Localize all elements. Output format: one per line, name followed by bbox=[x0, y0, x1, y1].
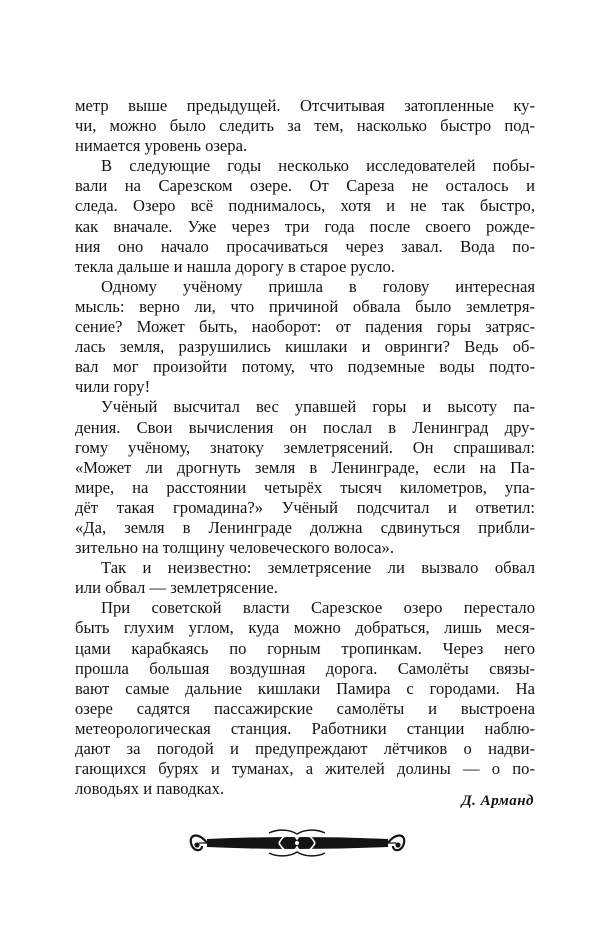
paragraph bbox=[75, 598, 535, 799]
text-line: метр выше предыдущей. Отсчитывая затопленные ку- bbox=[75, 96, 535, 115]
text-line: или обвал — землетрясение. bbox=[75, 578, 278, 598]
text-line: текла дальше и нашла дорогу в старое русло. bbox=[75, 256, 395, 276]
paragraph bbox=[75, 156, 535, 277]
text-line: дёт такая громадина?» Учёный подсчитал и ответил: bbox=[75, 497, 535, 517]
text-line: гому учёному, знатоку землетрясений. Он спрашивал: bbox=[75, 437, 535, 457]
text-line: вали на Сарезском озере. От Сареза не осталось и bbox=[75, 176, 535, 196]
text-line: «Может ли дрогнуть земля в Ленинграде, если на Па- bbox=[75, 457, 535, 477]
text-line: сение? Может быть, наоборот: от падения горы затряс- bbox=[75, 317, 535, 337]
paragraph bbox=[75, 397, 535, 558]
text-line: чи, можно было следить за тем, насколько быстро под- bbox=[75, 116, 535, 136]
text-line: дают за погодой и предупреждают лётчиков о надви- bbox=[75, 739, 535, 758]
text-line: ловодьях и паводках. bbox=[75, 779, 225, 799]
text-line: вал мог произойти потому, что подземные воды подто- bbox=[75, 357, 535, 377]
text-line: «Да, земля в Ленинграде должна сдвинуться прибли- bbox=[75, 517, 535, 537]
text-line: прошла большая воздушная дорога. Самолёты связы- bbox=[75, 658, 535, 678]
text-line: как вначале. Уже через три года после своего рожде- bbox=[75, 216, 535, 236]
text-line: мире, на расстоянии четырёх тысяч километров, упа- bbox=[75, 477, 535, 497]
text-line: зительно на толщину человеческого волоса». bbox=[75, 538, 394, 558]
text-line: лась земля, разрушились кишлаки и овринги? Ведь об- bbox=[75, 337, 535, 357]
text-line: При советской власти Сарезское озеро перестало bbox=[101, 598, 535, 618]
text-line: дения. Свои вычисления он послал в Ленинград дру- bbox=[75, 417, 535, 437]
text-line: быть глухим углом, куда можно добраться, лишь меся- bbox=[75, 618, 535, 638]
text-line: Так и неизвестно: землетрясение ли вызвало обвал bbox=[101, 558, 535, 578]
text-line: Учёный высчитал вес упавшей горы и высоту па- bbox=[101, 397, 535, 417]
text-line: метеорологическая станция. Работники станции наблю- bbox=[75, 718, 535, 738]
text-line: чили гору! bbox=[75, 377, 151, 397]
text-line: мысль: верно ли, что причиной обвала было землетря- bbox=[75, 296, 535, 316]
text-line: ния оно начало просачиваться через завал. Вода по- bbox=[75, 236, 535, 256]
paragraph bbox=[75, 277, 535, 398]
text-line: нимается уровень озера. bbox=[75, 136, 248, 156]
decorative-scroll-divider-icon bbox=[185, 826, 410, 860]
text-line: гающихся бурях и туманах, а жителей долины — о по- bbox=[75, 759, 535, 779]
paragraph bbox=[75, 558, 535, 598]
author-signature: Д. Арманд bbox=[461, 793, 534, 809]
paragraph bbox=[75, 96, 535, 156]
text-line: следа. Озеро всё поднималось, хотя и не так быстро, bbox=[75, 196, 535, 216]
body-text bbox=[75, 96, 535, 799]
text-line: Одному учёному пришла в голову интересная bbox=[101, 276, 535, 296]
text-line: В следующие годы несколько исследователей побы- bbox=[101, 156, 535, 176]
text-line: озере садятся пассажирские самолёты и выстроена bbox=[75, 698, 535, 718]
text-line: цами карабкаясь по горным тропинкам. Через него bbox=[75, 638, 535, 658]
text-line: вают самые дальние кишлаки Памира с городами. На bbox=[75, 678, 535, 698]
